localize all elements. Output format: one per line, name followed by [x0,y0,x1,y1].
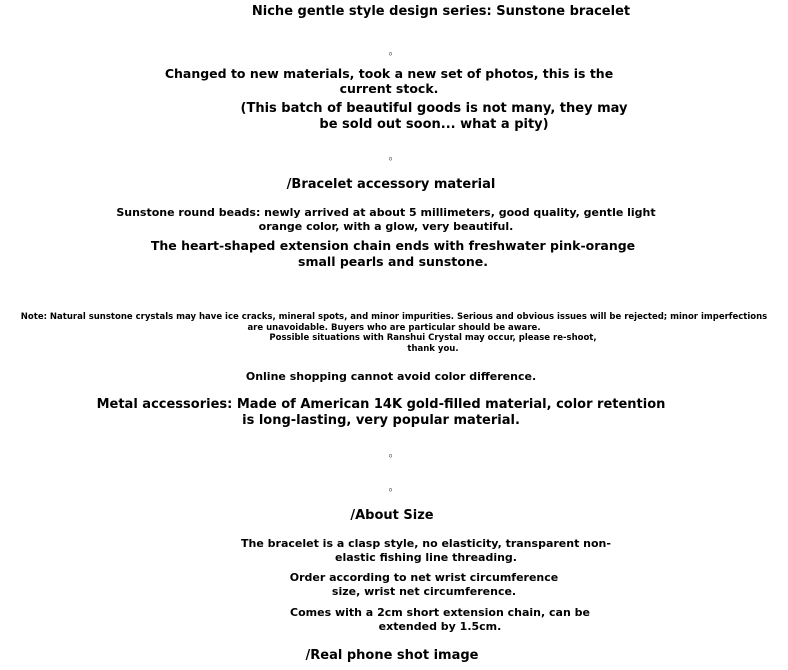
separator-dot: 。 [388,446,400,459]
color-difference-note: Online shopping cannot avoid color difference. [245,370,537,383]
chain-description: The heart-shaped extension chain ends with freshwater pink-orange small pearls and sunstone. [150,238,636,269]
separator-dot: 。 [388,149,400,162]
beads-description: Sunstone round beads: newly arrived at about 5 millimeters, good quality, gentle light orange color, with a glow, very beautiful. [116,206,656,233]
size-heading: /About Size [350,508,434,523]
separator-dot: 。 [388,44,400,57]
metal-accessories: Metal accessories: Made of American 14K gold-filled material, color retention is long-lasting, very popular material. [96,397,666,428]
photo-heading: /Real phone shot image [305,648,479,663]
imperfection-note: Note: Natural sunstone crystals may have ice cracks, mineral spots, and minor impurities. Serious and obvious issues will be rejected; minor imperfections are unavoidable. Buyers who are particular should be aware. [20,312,768,333]
separator-dot: 。 [388,480,400,493]
stock-note: Changed to new materials, took a new set of photos, this is the current stock. [164,66,614,96]
order-description: Order according to net wrist circumference size, wrist net circumference. [289,571,559,598]
scarcity-note: (This batch of beautiful goods is not many, they may be sold out soon... what a pity) [240,101,628,132]
material-heading: /Bracelet accessory material [286,177,496,192]
clasp-description: The bracelet is a clasp style, no elasticity, transparent non-elastic fishing line threading. [241,537,611,564]
extension-description: Comes with a 2cm short extension chain, can be extended by 1.5cm. [290,606,590,633]
page-title: Niche gentle style design series: Sunstone bracelet [251,4,631,19]
reshoot-note: Possible situations with Ranshui Crystal may occur, please re-shoot, thank you. [269,333,597,354]
